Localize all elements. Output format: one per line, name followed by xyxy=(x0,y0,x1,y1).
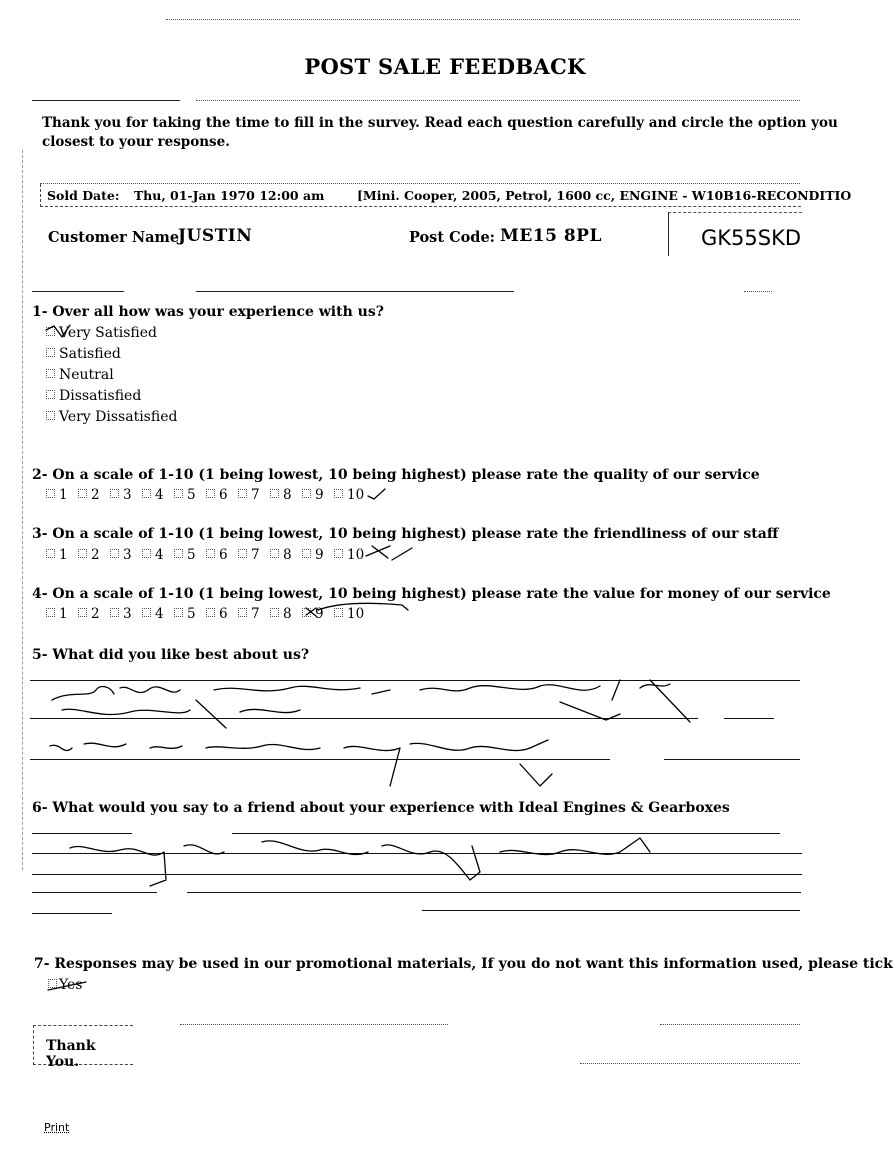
q2-option-label: 2 xyxy=(91,487,100,503)
q2-option[interactable] xyxy=(206,487,238,503)
checkbox-icon[interactable] xyxy=(46,608,55,617)
q4-text: 4- On a scale of 1-10 (1 being lowest, 10 being highest) please rate the value for money of our service xyxy=(32,586,831,602)
checkbox-icon[interactable] xyxy=(206,608,215,617)
q4-option-label: 2 xyxy=(91,606,100,622)
q1-option-label: Very Dissatisfied xyxy=(59,409,178,425)
q5-text: 5- What did you like best about us? xyxy=(32,647,310,663)
q4-option-label: 6 xyxy=(219,606,228,622)
answer-line xyxy=(32,853,802,854)
q3-option[interactable] xyxy=(334,547,366,563)
q4-option-label: 10 xyxy=(347,606,365,622)
checkbox-icon[interactable] xyxy=(174,489,183,498)
q3-option-label: 3 xyxy=(123,547,132,563)
q2-option-label: 9 xyxy=(315,487,324,503)
q3-option-label: 9 xyxy=(315,547,324,563)
answer-line xyxy=(30,718,698,719)
answer-line xyxy=(32,833,132,834)
q6-answer-area[interactable] xyxy=(30,830,802,920)
q1-option-label: Satisfied xyxy=(59,346,121,362)
q2-option[interactable] xyxy=(78,487,110,503)
q7-option-yes[interactable] xyxy=(48,977,83,993)
checkbox-icon[interactable] xyxy=(46,411,55,420)
q2-option-label: 3 xyxy=(123,487,132,503)
q2-option[interactable] xyxy=(110,487,142,503)
q2-option-label: 8 xyxy=(283,487,292,503)
checkbox-icon[interactable] xyxy=(238,489,247,498)
q4-option-label: 8 xyxy=(283,606,292,622)
checkbox-icon[interactable] xyxy=(46,549,55,558)
footer-rule-a xyxy=(180,1024,448,1025)
sold-date-value: Thu, 01-Jan 1970 12:00 am xyxy=(133,188,325,203)
answer-line xyxy=(32,874,802,875)
q4-option-label: 7 xyxy=(251,606,260,622)
q3-option[interactable] xyxy=(46,547,78,563)
q6-text: 6- What would you say to a friend about your experience with Ideal Engines & Gearboxes xyxy=(32,800,730,816)
q3-option[interactable] xyxy=(142,547,174,563)
q2-option-label: 4 xyxy=(155,487,164,503)
checkbox-icon[interactable] xyxy=(78,549,87,558)
q4-option-label: 1 xyxy=(59,606,68,622)
q1-option-very-dissatisfied[interactable] xyxy=(46,409,177,430)
q2-option-label: 1 xyxy=(59,487,68,503)
checkbox-icon[interactable] xyxy=(302,608,311,617)
answer-line xyxy=(187,892,801,893)
q1-text: 1- Over all how was your experience with us? xyxy=(32,304,384,320)
q3-option[interactable] xyxy=(110,547,142,563)
q3-option-label: 7 xyxy=(251,547,260,563)
checkbox-icon[interactable] xyxy=(142,489,151,498)
q3-option-label: 8 xyxy=(283,547,292,563)
answer-line xyxy=(422,910,800,911)
q4-option[interactable] xyxy=(270,606,302,622)
postcode-value: ME15 8PL xyxy=(500,226,602,246)
checkbox-icon[interactable] xyxy=(78,489,87,498)
q1-option-neutral[interactable] xyxy=(46,367,177,388)
q2-option-label: 10 xyxy=(347,487,365,503)
customer-rule-c xyxy=(744,291,772,292)
q2-option[interactable] xyxy=(142,487,174,503)
checkbox-icon[interactable] xyxy=(270,549,279,558)
customer-name-value: JUSTIN xyxy=(178,226,253,246)
q3-option[interactable] xyxy=(206,547,238,563)
q4-option[interactable] xyxy=(238,606,270,622)
answer-line xyxy=(30,759,610,760)
q7-option-label: Yes xyxy=(59,977,83,993)
q1-option-satisfied[interactable] xyxy=(46,346,177,367)
checkbox-icon[interactable] xyxy=(46,369,55,378)
q3-option-label: 5 xyxy=(187,547,196,563)
q3-tick-mark xyxy=(366,546,412,560)
checkbox-icon[interactable] xyxy=(174,608,183,617)
checkbox-icon[interactable] xyxy=(206,549,215,558)
checkbox-icon[interactable] xyxy=(334,608,343,617)
q3-option-label: 10 xyxy=(347,547,365,563)
q2-option-label: 5 xyxy=(187,487,196,503)
q5-answer-area[interactable] xyxy=(30,675,802,765)
checkbox-icon[interactable] xyxy=(334,489,343,498)
answer-line xyxy=(664,759,800,760)
q3-option[interactable] xyxy=(302,547,334,563)
customer-rule-a xyxy=(32,291,124,292)
sold-date-label: Sold Date: xyxy=(47,188,120,203)
top-dotted-rule xyxy=(166,19,800,20)
q2-option[interactable] xyxy=(46,487,78,503)
q2-option[interactable] xyxy=(270,487,302,503)
title-rule-left xyxy=(32,100,180,101)
checkbox-icon[interactable] xyxy=(78,608,87,617)
checkbox-icon[interactable] xyxy=(270,489,279,498)
q2-option[interactable] xyxy=(334,487,366,503)
q3-option[interactable] xyxy=(270,547,302,563)
answer-line xyxy=(724,718,774,719)
postcode-label: Post Code: xyxy=(409,229,496,246)
footer-rule-c xyxy=(580,1063,800,1064)
q4-option-label: 4 xyxy=(155,606,164,622)
checkbox-icon[interactable] xyxy=(238,549,247,558)
intro-text xyxy=(42,114,838,152)
checkbox-icon[interactable] xyxy=(334,549,343,558)
q2-tick-mark xyxy=(368,489,385,499)
answer-line xyxy=(232,833,780,834)
q2-option[interactable] xyxy=(302,487,334,503)
answer-line xyxy=(30,680,800,681)
footer-rule-b xyxy=(660,1024,800,1025)
q7-text: 7- Responses may be used in our promotional materials, If you do not want this information used, please tick xyxy=(34,956,893,972)
q4-option[interactable] xyxy=(206,606,238,622)
checkbox-icon[interactable] xyxy=(142,549,151,558)
q4-option-label: 9 xyxy=(315,606,324,622)
q4-option[interactable] xyxy=(78,606,110,622)
q3-option[interactable] xyxy=(238,547,270,563)
q4-option[interactable] xyxy=(174,606,206,622)
q4-scale xyxy=(46,606,366,622)
q4-option-label: 3 xyxy=(123,606,132,622)
customer-name-label: Customer Name: xyxy=(48,229,185,246)
q4-option[interactable] xyxy=(110,606,142,622)
q4-option[interactable] xyxy=(302,606,334,622)
checkbox-icon[interactable] xyxy=(302,549,311,558)
checkbox-icon[interactable] xyxy=(270,608,279,617)
page-title: POST SALE FEEDBACK xyxy=(304,54,586,79)
q3-option-label: 1 xyxy=(59,547,68,563)
q3-option-label: 6 xyxy=(219,547,228,563)
q3-option-label: 4 xyxy=(155,547,164,563)
checkbox-icon[interactable] xyxy=(46,390,55,399)
sold-date xyxy=(47,188,324,203)
q4-option[interactable] xyxy=(46,606,78,622)
checkbox-icon[interactable] xyxy=(142,608,151,617)
q4-option-label: 5 xyxy=(187,606,196,622)
checkbox-icon[interactable] xyxy=(110,549,119,558)
checkbox-icon[interactable] xyxy=(110,608,119,617)
q3-option[interactable] xyxy=(78,547,110,563)
sale-info-box xyxy=(40,184,852,207)
q4-option[interactable] xyxy=(334,606,366,622)
q3-option[interactable] xyxy=(174,547,206,563)
title-rule-right xyxy=(196,100,800,101)
q2-scale xyxy=(46,487,366,503)
checkbox-icon[interactable] xyxy=(206,489,215,498)
q1-option-dissatisfied[interactable] xyxy=(46,388,177,409)
checkbox-icon[interactable] xyxy=(46,489,55,498)
q1-options xyxy=(46,325,177,430)
customer-rule-b xyxy=(196,291,514,292)
vehicle-description: [Mini. Cooper, 2005, Petrol, 1600 cc, ENGINE - W10B16-RECONDITIO xyxy=(357,188,852,203)
q2-option[interactable] xyxy=(174,487,206,503)
q3-option-label: 2 xyxy=(91,547,100,563)
q2-option[interactable] xyxy=(238,487,270,503)
left-margin-rule xyxy=(22,150,23,870)
answer-line xyxy=(32,892,157,893)
checkbox-icon[interactable] xyxy=(110,489,119,498)
intro-line-2: closest to your response. xyxy=(42,134,230,150)
checkbox-icon[interactable] xyxy=(238,608,247,617)
checkbox-icon[interactable] xyxy=(46,348,55,357)
q2-text: 2- On a scale of 1-10 (1 being lowest, 10 being highest) please rate the quality of our service xyxy=(32,467,760,483)
q2-option-label: 7 xyxy=(251,487,260,503)
checkbox-icon[interactable] xyxy=(48,979,57,988)
q1-option-label: Very Satisfied xyxy=(59,325,157,341)
q2-option-label: 6 xyxy=(219,487,228,503)
registration-box: GK55SKD xyxy=(668,212,802,256)
checkbox-icon[interactable] xyxy=(174,549,183,558)
q4-option[interactable] xyxy=(142,606,174,622)
print-link[interactable]: Print xyxy=(44,1121,70,1134)
q1-option-label: Neutral xyxy=(59,367,114,383)
q3-scale xyxy=(46,547,366,563)
checkbox-icon[interactable] xyxy=(302,489,311,498)
answer-line xyxy=(32,913,112,914)
q3-text: 3- On a scale of 1-10 (1 being lowest, 10 being highest) please rate the friendliness of our staff xyxy=(32,526,779,542)
q1-option-very-satisfied[interactable] xyxy=(46,325,177,346)
q1-option-label: Dissatisfied xyxy=(59,388,142,404)
thank-you-box: Thank You. xyxy=(33,1025,133,1065)
checkbox-icon[interactable] xyxy=(46,327,55,336)
intro-line-1: Thank you for taking the time to fill in the survey. Read each question carefully and circle the option you xyxy=(42,115,838,131)
